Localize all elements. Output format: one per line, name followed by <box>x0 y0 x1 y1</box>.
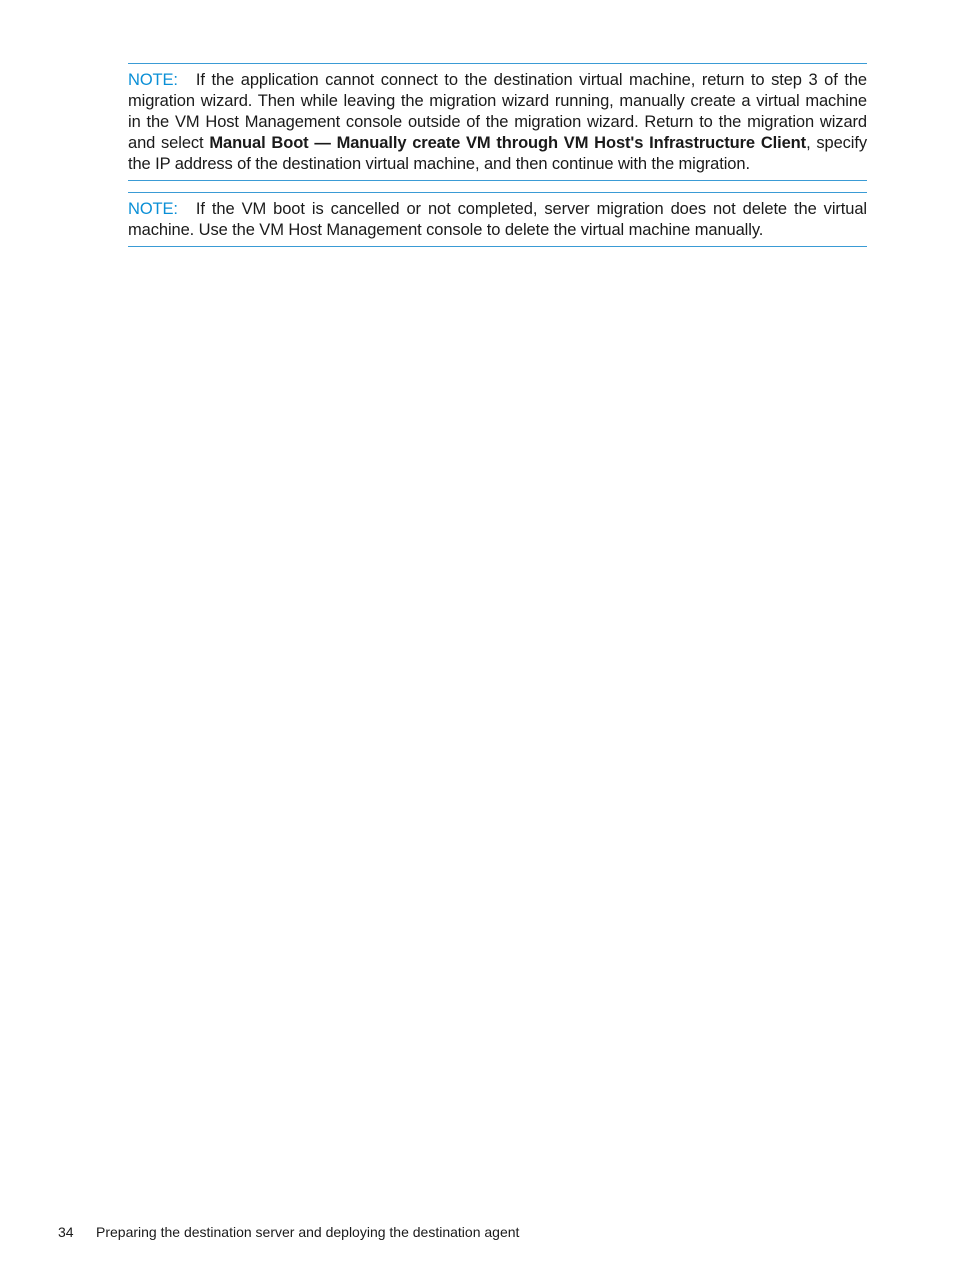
note-bold-option: Manual Boot — Manually create VM through VM Host's Infrastructure Client <box>209 134 807 152</box>
page-footer <box>58 1223 519 1241</box>
section-title: Preparing the destination server and deploying the destination agent <box>96 1224 520 1240</box>
note-vm-boot <box>128 192 867 247</box>
note-label: NOTE: <box>128 71 178 89</box>
note-connection <box>128 63 867 181</box>
note-text-end: , specify the IP address of the destination virtual machine, and then continue with the migration. <box>128 134 868 173</box>
note-text: If the VM boot is cancelled or not completed, server migration does not delete the virtual machine. Use the VM Host Management console to delete the virtual machine manually. <box>128 200 867 239</box>
note-text: If the application cannot connect to the destination virtual machine, return to step 3 of the migration wizard. Then while leaving the migration wizard running, manually create a virtual machine in the VM Host Management console outside of the migration wizard. Return to the migration wizard and select <box>128 71 867 152</box>
page-number: 34 <box>58 1224 74 1240</box>
note-label: NOTE: <box>128 200 178 218</box>
